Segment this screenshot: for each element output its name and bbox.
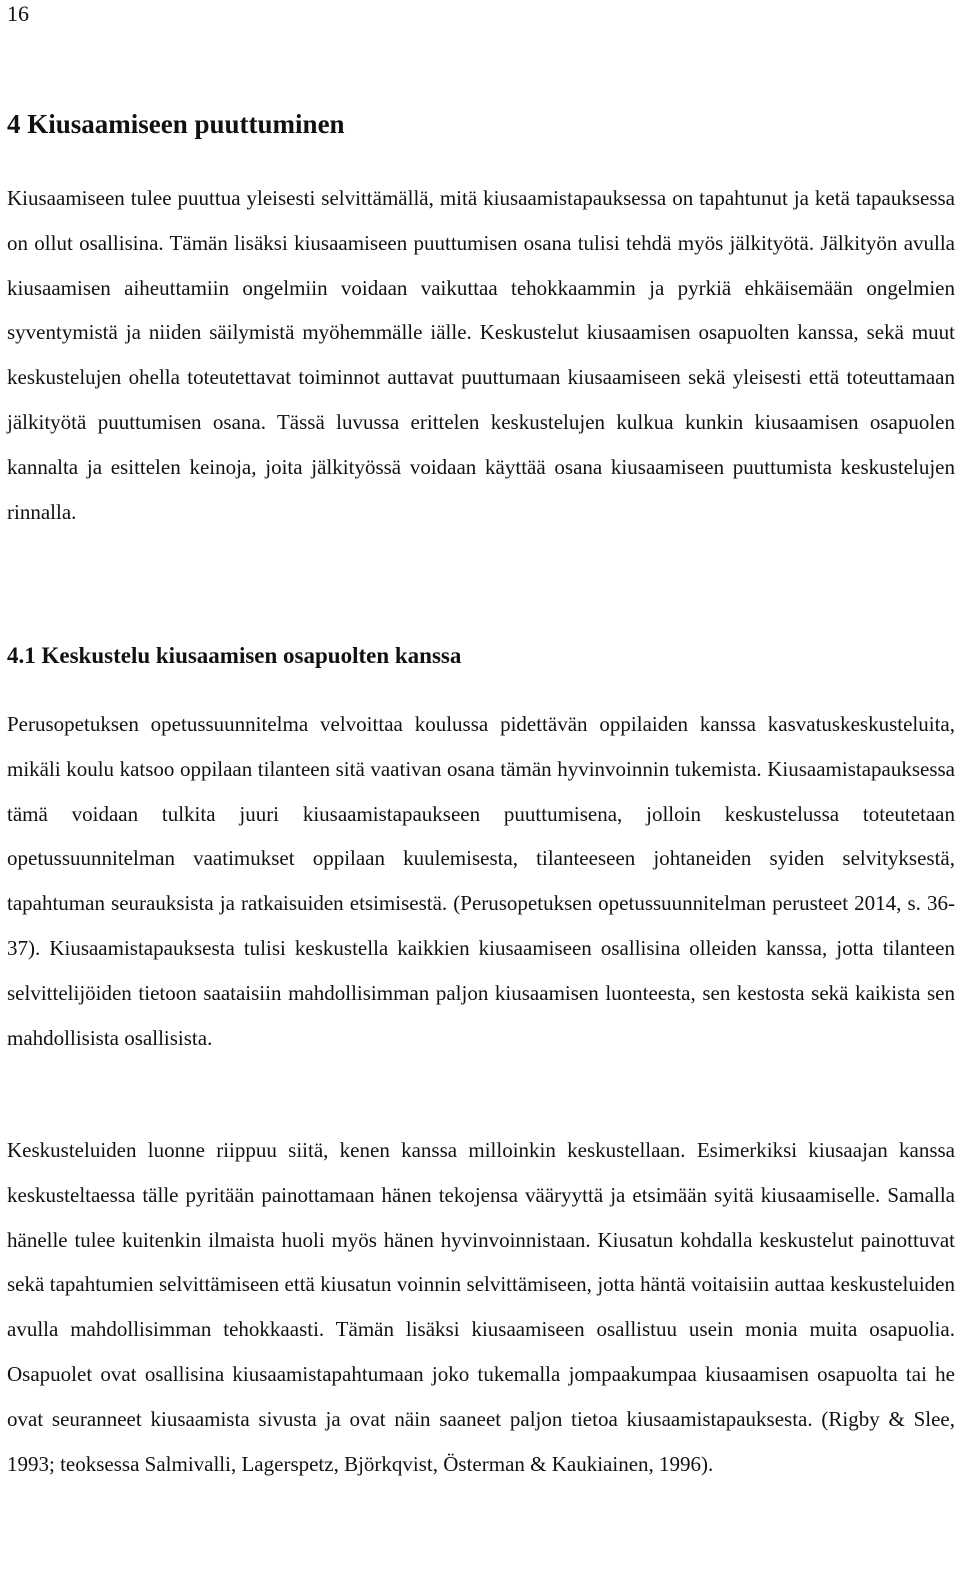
subsection-heading: 4.1 Keskustelu kiusaamisen osapuolten kanssa: [7, 643, 462, 668]
subsection-paragraph-2: Keskusteluiden luonne riippuu siitä, kenen kanssa milloinkin keskustellaan. Esimerkiksi kiusaajan kanssa keskusteltaessa tälle pyritään painottamaan hänen tekojensa vääryyttä ja etsimään syitä kiusaamiselle. Samalla hänelle tulee kuitenkin ilmaista huoli myös hänen hyvinvoinnistaan. Kiusatun kohdalla keskustelut painottuvat sekä tapahtumien selvittämiseen että kiusatun voinnin selvittämiseen, jotta häntä voitaisiin auttaa keskusteluiden avulla mahdollisimman tehokkaasti. Tämän lisäksi kiusaamiseen osallistuu usein monia muita osapuolia. Osapuolet ovat osallisina kiusaamistapahtumaan joko tukemalla jompaakumpaa kiusaamisen osapuolta tai he ovat seuranneet kiusaamista sivusta ja ovat näin saaneet paljon tietoa kiusaamistapauksesta. (Rigby & Slee, 1993; teoksessa Salmivalli, Lagerspetz, Björkqvist, Österman & Kaukiainen, 1996).: [7, 1138, 955, 1476]
subsection-paragraph-1: Perusopetuksen opetussuunnitelma velvoittaa koulussa pidettävän oppilaiden kanssa kasvatuskeskusteluita, mikäli koulu katsoo oppilaan tilanteen sitä vaativan osana tämän hyvinvoinnin tukemista. Kiusaamistapauksessa tämä voidaan tulkita juuri kiusaamistapaukseen puuttumisena, jolloin keskustelussa toteutetaan opetussuunnitelman vaatimukset oppilaan kuulemisesta, tilanteeseen johtaneiden syiden selvityksestä, tapahtuman seurauksista ja ratkaisuiden etsimisestä. (Perusopetuksen opetussuunnitelman perusteet 2014, s. 36-37). Kiusaamistapauksesta tulisi keskustella kaikkien kiusaamiseen osallisina olleiden kanssa, jotta tilanteen selvittelijöiden tietoon saataisiin mahdollisimman paljon kiusaamisen luonteesta, sen kestosta sekä kaikista sen mahdollisista osallisista.: [7, 712, 955, 1050]
chapter-intro-paragraph: Kiusaamiseen tulee puuttua yleisesti selvittämällä, mitä kiusaamistapauksessa on tapahtunut ja ketä tapauksessa on ollut osallisina. Tämän lisäksi kiusaamiseen puuttumisen osana tulisi tehdä myös jälkityötä. Jälkityön avulla kiusaamisen aiheuttamiin ongelmiin voidaan vaikuttaa tehokkaammin ja pyrkiä ehkäisemään ongelmien syventymistä ja niiden säilymistä myöhemmälle iälle. Keskustelut kiusaamisen osapuolten kanssa, sekä muut keskustelujen ohella toteutettavat toiminnot auttavat puuttumaan kiusaamiseen sekä yleisesti että toteuttamaan jälkityötä puuttumisen osana. Tässä luvussa erittelen keskustelujen kulkua kunkin kiusaamisen osapuolen kannalta ja esittelen keinoja, joita jälkityössä voidaan käyttää osana kiusaamiseen puuttumista keskustelujen rinnalla.: [7, 186, 955, 524]
page-number: 16: [7, 1, 29, 26]
chapter-heading: 4 Kiusaamiseen puuttuminen: [7, 109, 345, 139]
